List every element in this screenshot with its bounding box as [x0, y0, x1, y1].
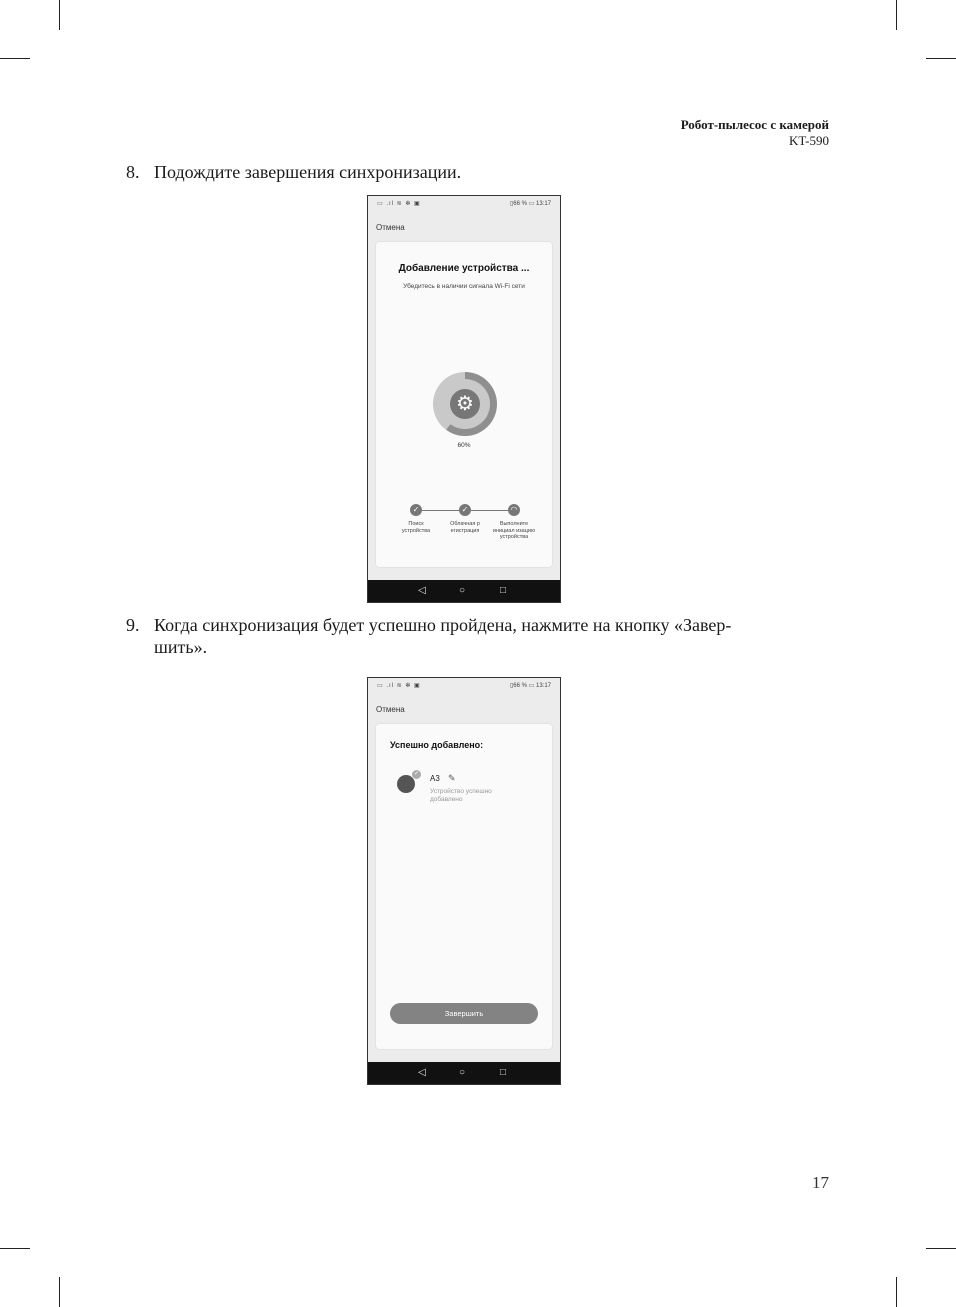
instruction-step-9	[126, 614, 829, 658]
status-battery-time: ▯66 % ▭ 13:17	[510, 683, 551, 689]
adding-title: Добавление устройства ...	[398, 263, 530, 274]
status-bar	[368, 196, 560, 212]
adding-device-card	[376, 242, 552, 567]
check-icon: ✓	[459, 504, 471, 516]
cancel-link[interactable]: Отмена	[376, 223, 405, 232]
progress-percent: 60%	[457, 442, 471, 449]
wifi-hint: Убедитесь в наличии сигнала Wi-Fi сети	[403, 283, 525, 290]
step-number: 8.	[126, 162, 140, 182]
crop-mark	[926, 1248, 956, 1249]
back-nav-icon[interactable]: ◁	[418, 1067, 426, 1078]
step-text: Подождите завершения синхронизации.	[154, 162, 462, 182]
crop-mark	[896, 0, 897, 30]
crop-mark	[0, 1248, 30, 1249]
gear-icon: ⚙	[450, 389, 480, 419]
device-status: Устройство успешно добавлено	[430, 788, 492, 803]
crop-mark	[59, 1277, 60, 1307]
android-nav-bar	[368, 1062, 560, 1084]
progress-step-label: Облачная р егистрация	[450, 521, 480, 534]
device-name: A3	[430, 774, 440, 783]
status-bar	[368, 678, 560, 694]
home-nav-icon[interactable]: ○	[459, 585, 466, 596]
progress-step-label: Поиск устройства	[401, 521, 431, 534]
progress-step-label: Выполните инициал изацию устройства	[492, 521, 536, 540]
progress-ring	[433, 372, 497, 436]
success-card	[376, 724, 552, 1049]
step-text: Когда синхронизация будет успешно пройдена, нажмите на кнопку «Завер-	[154, 615, 732, 635]
page-header-model: KT-590	[789, 133, 829, 148]
edit-icon[interactable]: ✎	[448, 773, 456, 783]
loading-icon: ◠	[508, 504, 520, 516]
instruction-step-8	[126, 161, 829, 183]
step-text-continued: шить».	[154, 637, 208, 657]
status-battery-time: ▯66 % ▭ 13:17	[510, 201, 551, 207]
page-number: 17	[812, 1173, 829, 1192]
crop-mark	[896, 1277, 897, 1307]
back-nav-icon[interactable]: ◁	[418, 585, 426, 596]
status-icons: ▭ .ıl ≋ ✻ ▣	[377, 683, 421, 689]
device-avatar	[397, 775, 415, 793]
home-nav-icon[interactable]: ○	[459, 1067, 466, 1078]
success-title: Успешно добавлено:	[390, 740, 484, 750]
page-header-title: Робот-пылесос с камерой	[680, 117, 829, 132]
phone-screenshot-syncing	[367, 195, 561, 603]
recent-apps-icon[interactable]: □	[500, 1067, 507, 1078]
check-icon: ✓	[413, 771, 420, 777]
cancel-link[interactable]: Отмена	[376, 705, 405, 714]
android-nav-bar	[368, 580, 560, 602]
phone-screenshot-added	[367, 677, 561, 1085]
crop-mark	[0, 58, 30, 59]
recent-apps-icon[interactable]: □	[500, 585, 507, 596]
check-icon: ✓	[410, 504, 422, 516]
status-icons: ▭ .ıl ≋ ✻ ▣	[377, 201, 421, 207]
finish-button[interactable]: Завершить	[390, 1003, 538, 1024]
step-number: 9.	[126, 615, 140, 635]
crop-mark	[59, 0, 60, 30]
crop-mark	[926, 58, 956, 59]
